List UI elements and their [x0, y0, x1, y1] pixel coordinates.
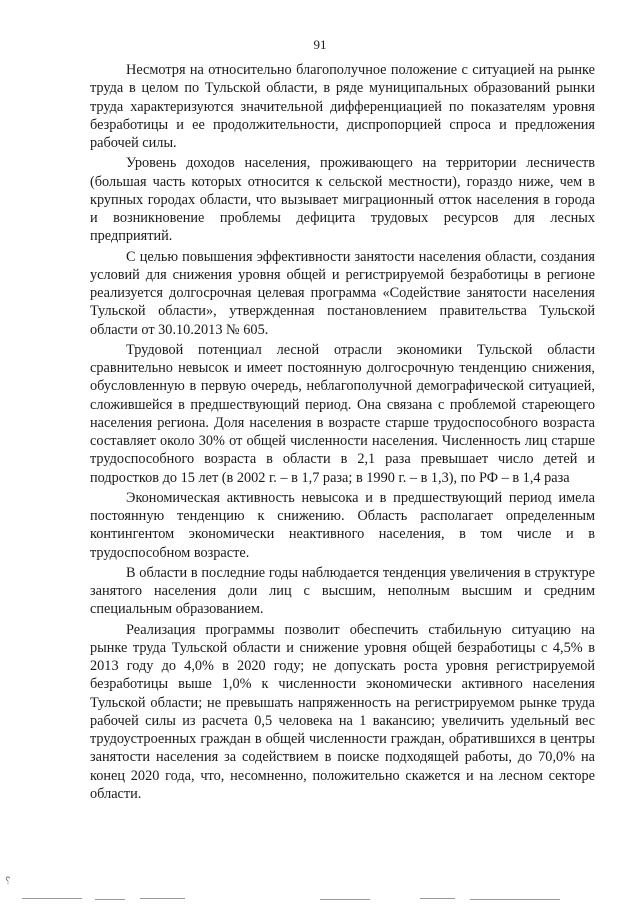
paragraph: С целью повышения эффективности занятости населения области, создания условий для снижения уровня общей и регистрируемой безработицы в регионе реализуется долгосрочная целевая программа «Содействие занятости населения Тульской области», утвержденная постановлением правительства Тульской области от 30.10.2013 № 605. — [90, 248, 595, 338]
paragraph: Трудовой потенциал лесной отрасли экономики Тульской области сравнительно невысок и имеет постоянную долгосрочную тенденцию снижения, обусловленную в первую очередь, неблагополучной демографической ситуацией, сложившейся в предшествующий период. Она связана с проблемой стареющего населения региона. Доля населения в возрасте старше трудоспособного возраста составляет около 30% от общей численности населения. Численность лиц старше трудоспособного возраста в области в 2,1 раза превышает число детей и подростков до 15 лет (в 2002 г. – в 1,7 раза; в 1990 г. – в 1,3), по РФ – в 1,4 раза — [90, 341, 595, 486]
scan-edge-artifact — [0, 892, 640, 905]
page-number: 91 — [313, 37, 327, 52]
paragraph: В области в последние годы наблюдается тенденция увеличения в структуре занятого населения доли лиц с высшим, неполным высшим и средним специальным образованием. — [90, 564, 595, 618]
paragraph: Уровень доходов населения, проживающего на территории лесничеств (большая часть которых относится к сельской местности), гораздо ниже, чем в крупных городах области, что вызывает миграционный отток населения в города и возникновение проблемы дефицита трудовых ресурсов для лесных предприятий. — [90, 155, 595, 245]
document-body — [90, 61, 595, 803]
paragraph: Реализация программы позволит обеспечить стабильную ситуацию на рынке труда Тульской области и снижение уровня общей безработицы с 4,5% в 2013 году до 4,0% в 2020 году; не допускать роста уровня регистрируемой безработицы выше 1,0% к численности экономически активного населения Тульской области; не превышать напряженность на регистрируемом рынке труда рабочей силы из расчета 0,5 человека на 1 вакансию; увеличить удельный вес трудоустроенных граждан в общей численности граждан, обратившихся в центры занятости населения за содействием в поиске подходящей работы, до 70,0% на конец 2020 года, что, несомненно, положительно скажется и на лесном секторе области. — [90, 621, 595, 802]
paragraph: Несмотря на относительно благополучное положение с ситуацией на рынке труда в целом по Тульской области, в ряде муниципальных образований рынки труда характеризуются значительной дифференциацией по показателям уровня безработицы и ее продолжительности, диспропорцией спроса и предложения рабочей силы. — [90, 62, 595, 151]
paragraph: Экономическая активность невысока и в предшествующий период имела постоянную тенденцию к снижению. Область располагает определенным контингентом экономически неактивного населения, в том числе и в трудоспособном возрасте. — [90, 489, 595, 561]
scan-artifact-icon: ␦ — [4, 876, 12, 887]
